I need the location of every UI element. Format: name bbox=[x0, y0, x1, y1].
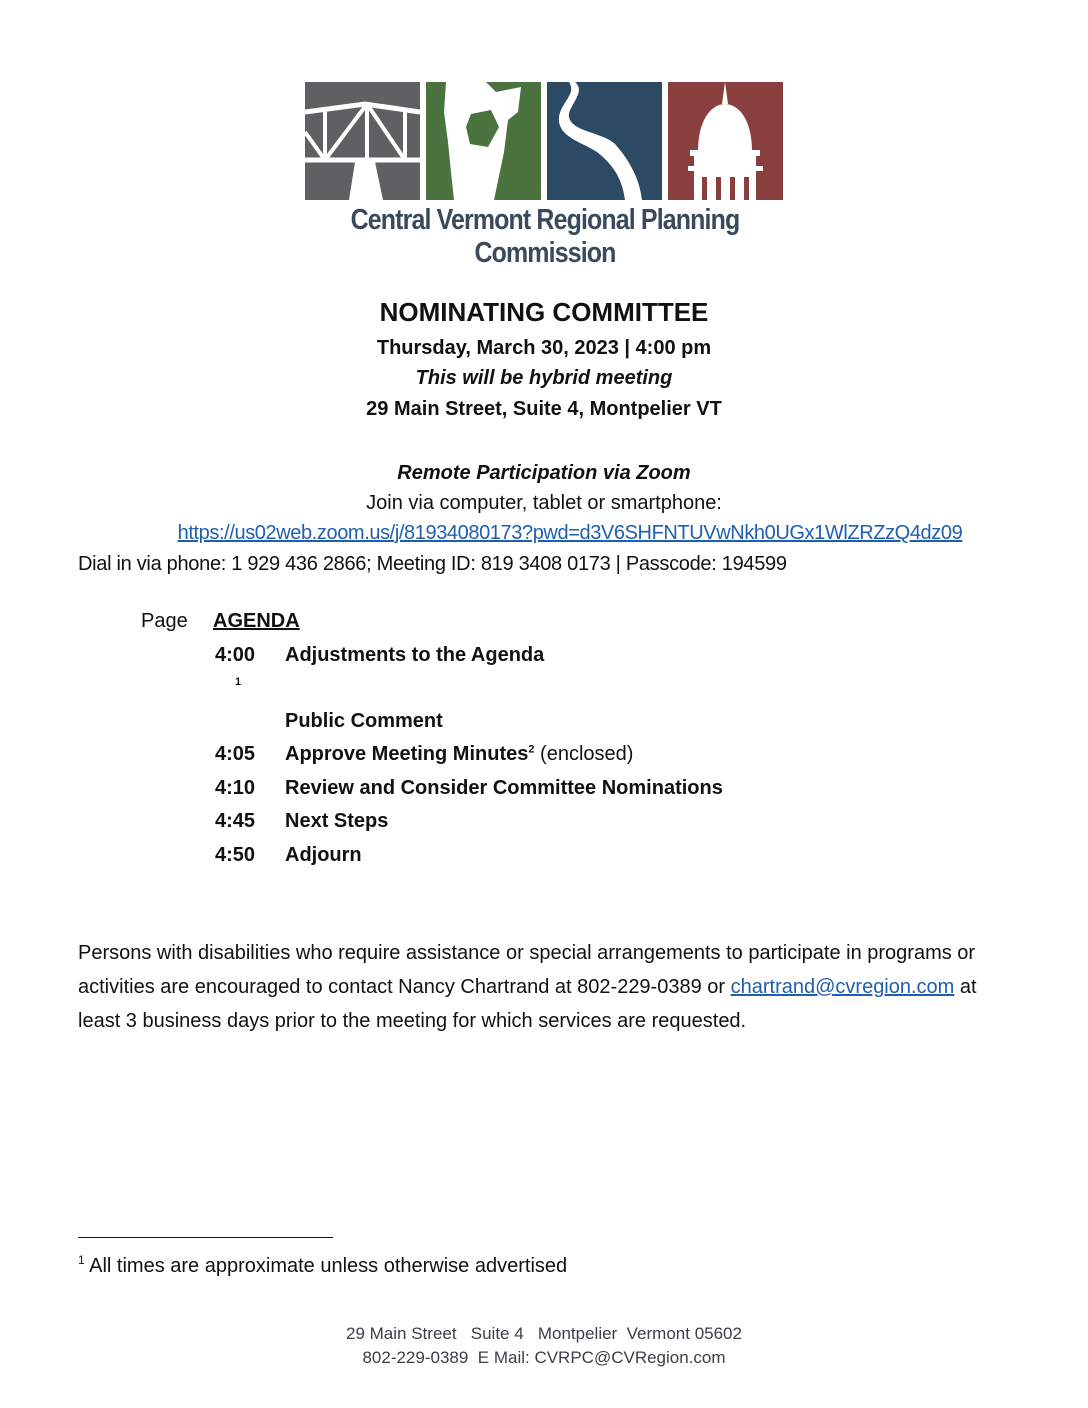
footer-contact: 802-229-0389 E Mail: CVRPC@CVRegion.com bbox=[362, 1348, 726, 1367]
cvrpc-logo bbox=[305, 82, 785, 200]
vermont-map-icon bbox=[426, 82, 541, 200]
footnote bbox=[78, 1253, 567, 1278]
agenda-item-title: Adjustments to the Agenda bbox=[285, 644, 545, 666]
agenda-item bbox=[285, 777, 723, 800]
agenda-item bbox=[285, 710, 443, 733]
page-title: NOMINATING COMMITTEE bbox=[379, 297, 709, 327]
dial-in-info: Dial in via phone: 1 929 436 2866; Meeting ID: 819 3408 0173 | Passcode: 194599 bbox=[78, 553, 787, 575]
agenda-time: 4:00 bbox=[215, 644, 256, 666]
agenda-item-title: Next Steps bbox=[285, 810, 389, 832]
footnote-marker: 1 bbox=[78, 1253, 85, 1267]
agenda-time: 4:45 bbox=[215, 810, 256, 832]
footer-address: 29 Main Street Suite 4 Montpelier Vermont 05602 bbox=[346, 1324, 742, 1343]
email-link[interactable]: chartrand@cvregion.com bbox=[730, 976, 955, 998]
agenda-time: 4:50 bbox=[215, 844, 256, 866]
agenda-time: 4:10 bbox=[215, 777, 256, 799]
agenda-page-label: Page bbox=[141, 610, 188, 632]
agenda-item-title: Adjourn bbox=[285, 844, 362, 866]
footnote-divider bbox=[78, 1237, 333, 1238]
agenda-item-title: Approve Meeting Minutes bbox=[285, 743, 529, 765]
bridge-icon bbox=[305, 82, 420, 200]
agenda-item bbox=[285, 844, 362, 867]
river-icon bbox=[547, 82, 662, 200]
agenda-item bbox=[285, 644, 544, 667]
meeting-address: 29 Main Street, Suite 4, Montpelier VT bbox=[366, 398, 722, 420]
footnote-text: All times are approximate unless otherwise advertised bbox=[84, 1255, 568, 1277]
agenda-time: 4:05 bbox=[215, 743, 256, 765]
notice-text: at least 3 business days prior to the meeting for which services are requested. bbox=[78, 976, 977, 1032]
page-footer bbox=[0, 1322, 1088, 1370]
meeting-date-time: Thursday, March 30, 2023 | 4:00 pm bbox=[376, 337, 712, 359]
agenda-item-title: Public Comment bbox=[285, 710, 443, 732]
capitol-dome-icon bbox=[668, 82, 783, 200]
agenda-item bbox=[285, 743, 633, 766]
join-instructions: Join via computer, tablet or smartphone: bbox=[366, 492, 722, 514]
notice-text: Persons with disabilities who require assistance or special arrangements to participate in programs or activities are encouraged to contact Nancy Chartrand at 802-229-0389 or bbox=[78, 942, 976, 998]
agenda-heading: AGENDA bbox=[213, 610, 300, 632]
zoom-link[interactable]: https://us02web.zoom.us/j/81934080173?pwd=d3V6SHFNTUVwNkh0UGx1WlZRZzQ4dz09 bbox=[177, 522, 963, 544]
meeting-format-note: This will be hybrid meeting bbox=[415, 367, 673, 389]
accessibility-notice bbox=[78, 936, 998, 1038]
agenda-item-title: Review and Consider Committee Nominations bbox=[285, 777, 723, 799]
remote-heading: Remote Participation via Zoom bbox=[397, 462, 691, 484]
footnote-marker: 1 bbox=[235, 676, 242, 688]
agenda-item bbox=[285, 810, 388, 833]
org-name: Central Vermont Regional Planning Commission bbox=[350, 204, 740, 269]
agenda-item-note: (enclosed) bbox=[534, 743, 634, 765]
footnote-marker: 2 bbox=[528, 743, 535, 756]
